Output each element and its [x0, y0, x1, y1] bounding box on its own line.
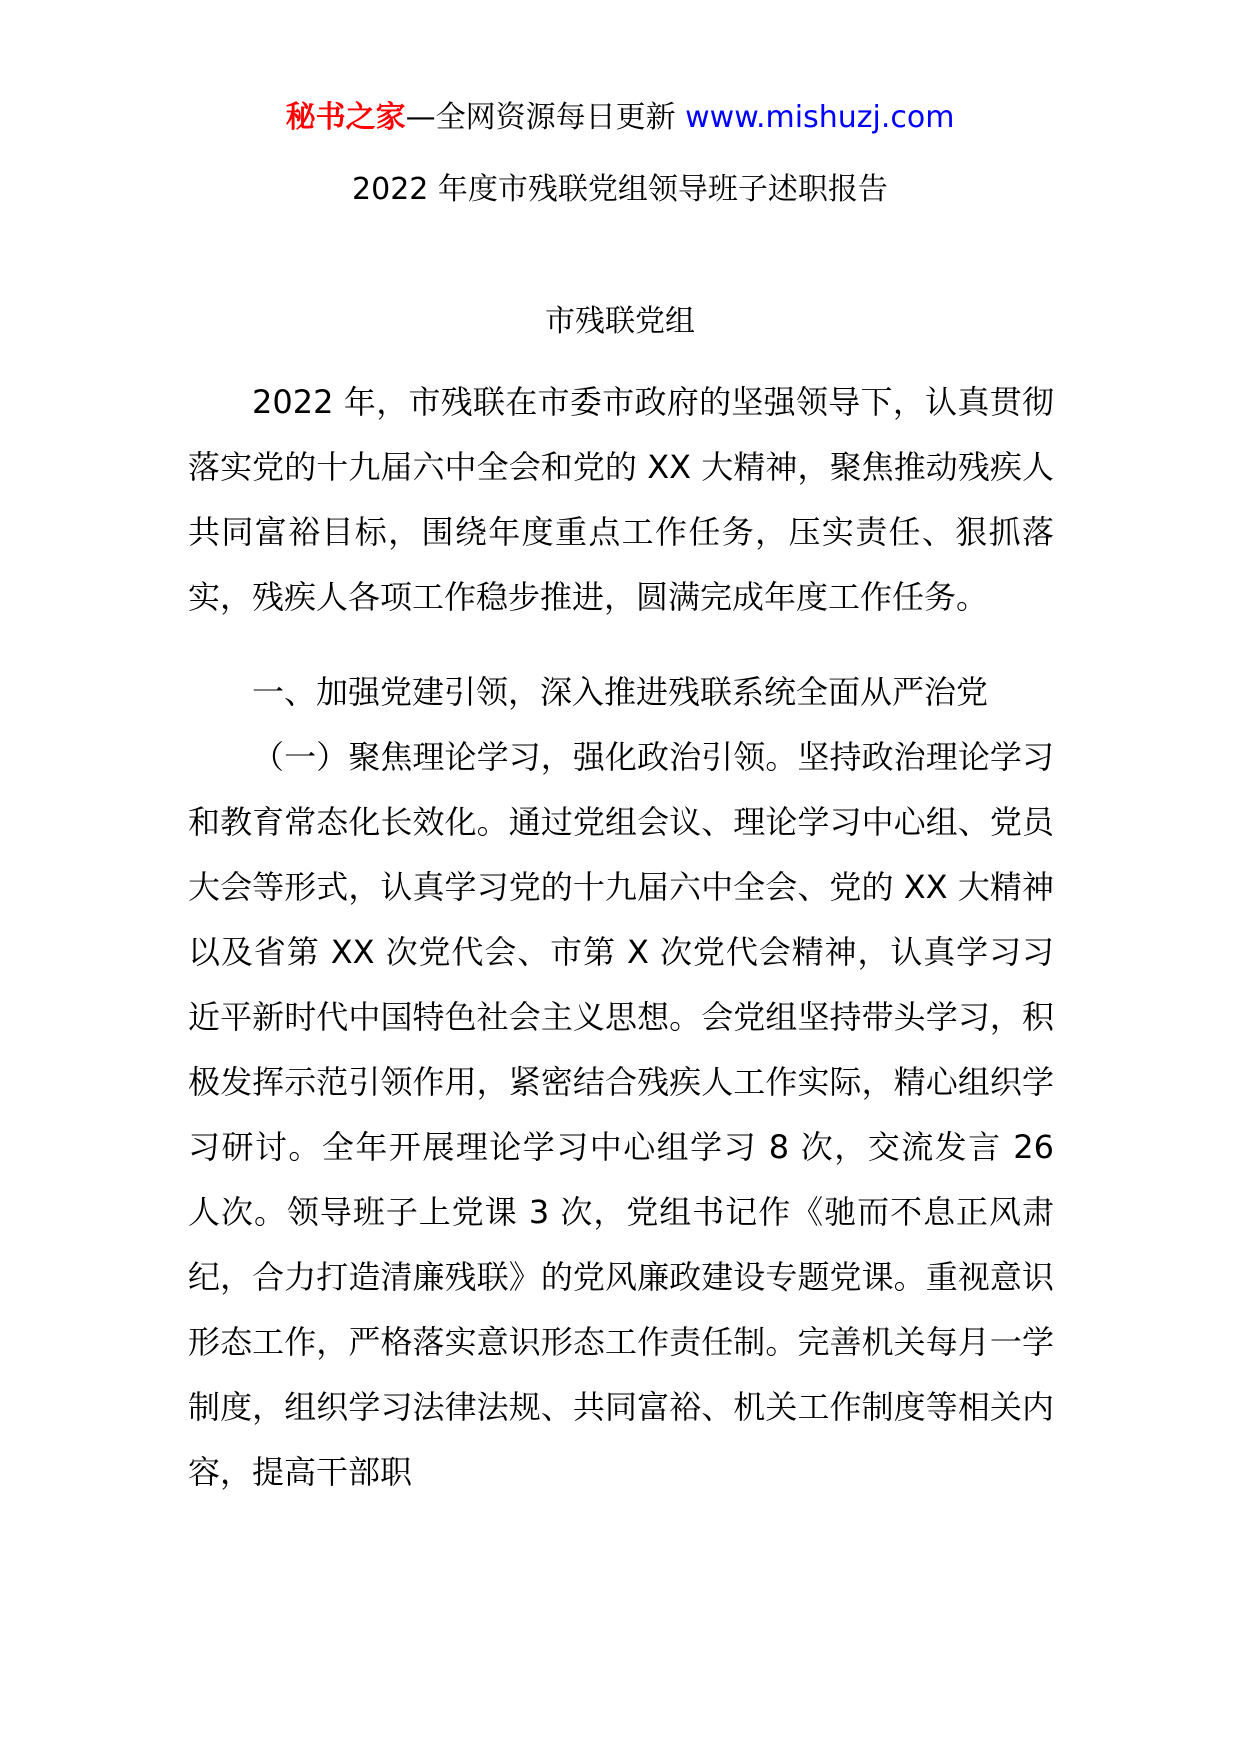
brand-name: 秘书之家	[285, 100, 406, 135]
intro-paragraph: 2022 年，市残联在市委市政府的坚强领导下，认真贯彻落实党的十九届六中全会和党的 XX 大精神，聚焦推动残疾人共同富裕目标，围绕年度重点工作任务，压实责任、狠抓落实，残疾人各项工作稳步推进，圆满完成年度工作任务。	[188, 383, 1054, 616]
site-header	[0, 98, 1240, 138]
section1-block	[188, 660, 1054, 1505]
intro-block	[188, 370, 1054, 630]
section1-heading: 一、加强党建引领，深入推进残联系统全面从严治党	[252, 673, 989, 711]
site-url-link[interactable]: www.mishuzj.com	[685, 100, 955, 135]
header-slogan: —全网资源每日更新	[405, 100, 676, 135]
section1-paragraph: （一）聚焦理论学习，强化政治引领。坚持政治理论学习和教育常态化长效化。通过党组会议、理论学习中心组、党员大会等形式，认真学习党的十九届六中全会、党的 XX 大精神以及省第 XX 次党代会、市第 X 次党代会精神，认真学习习近平新时代中国特色社会主义思想。会党组坚持带头学习，积极发挥示范引领作用，紧密结合残疾人工作实际，精心组织学习研讨。全年开展理论学习中心组学习 8 次，交流发言 26 人次。领导班子上党课 3 次，党组书记作《驰而不息正风肃纪，合力打造清廉残联》的党风廉政建设专题党课。重视意识形态工作，严格落实意识形态工作责任制。完善机关每月一学制度，组织学习法律法规、共同富裕、机关工作制度等相关内容，提高干部职	[188, 738, 1054, 1491]
document-author: 市残联党组	[545, 304, 695, 339]
document-title: 2022 年度市残联党组领导班子述职报告	[352, 172, 888, 207]
